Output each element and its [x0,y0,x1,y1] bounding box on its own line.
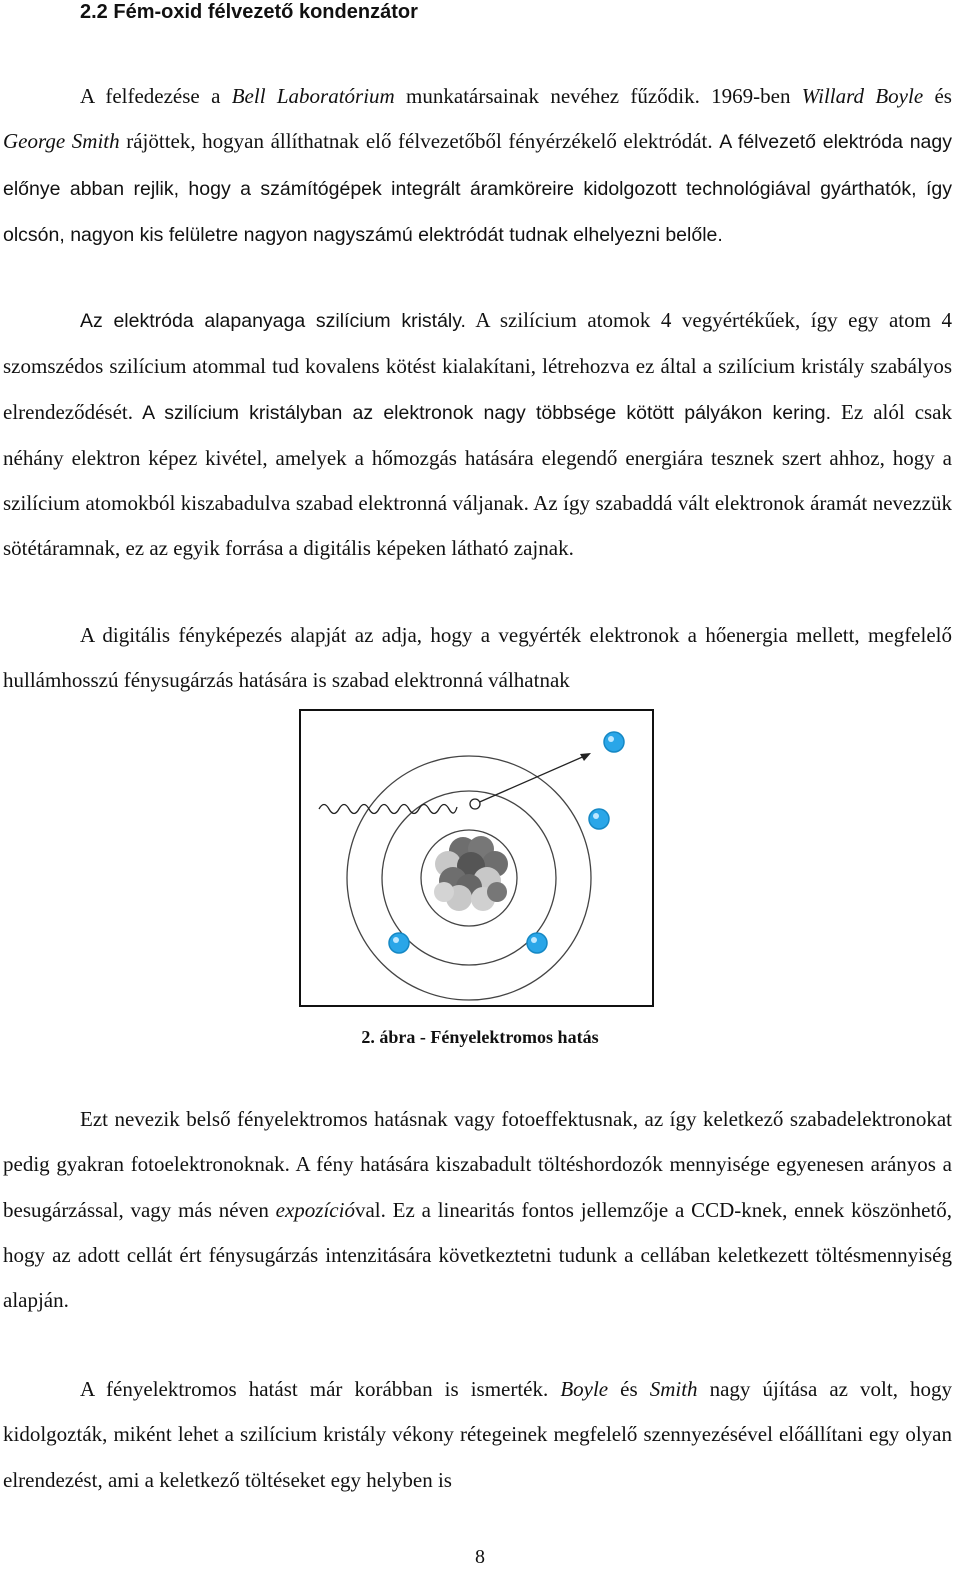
atom-diagram [301,711,652,1005]
p1-italic-boyle: Willard Boyle [801,84,924,108]
p2-text-1: Az elektróda alapanyaga szilícium kristály. [80,310,466,332]
p2-text-4: Ez alól csak néhány elektron képez kivétel, amelyek a hőmozgás hatására elegendő energiára tesznek szert ahhoz, hogy a szilícium atomokból kiszabadulva szabad elektronná váljanak. Az így szabaddá vált elektronok áramát nevezzük sötétáramnak, ez az egyik forrása a digitális képeken látható zajnak. [3,399,953,561]
electron-path-arrow [475,755,587,804]
p1-text-3: és [923,84,952,108]
photoelectric-effect-figure [299,709,654,1007]
p1-italic-bell-lab: Bell Laboratórium [231,84,395,108]
p1-text-1: A felfedezése a [80,84,232,108]
paragraph-2 [3,298,952,572]
p1-text-4: rájöttek, hogyan állíthatnak elő félvezetőből fényérzékelő elektródát. [119,129,720,154]
p5-text-1: A fényelektromos hatást már korábban is ismerték. [80,1377,561,1401]
figure-caption: 2. ábra - Fényelektromos hatás [361,1027,599,1047]
p1-text-2: munkatársainak nevéhez fűződik. 1969-ben [394,84,802,108]
paragraph-3: A digitális fényképezés alapját az adja, hogy a vegyérték elektronok a hőenergia mellett, megfelelő hullámhosszú fénysugárzás hatására is szabad elektronná válhatnak [3,623,952,693]
p5-text-3: nagy újítása az volt, hogy kidolgozták, miként lehet a szilícium kristály vékony rétegeinek megfelelő szennyezésével előállítani egy olyan elrendezést, ami a keletkező töltéseket egy helyben is [3,1377,953,1492]
p1-text-5: A félvezető elektróda nagy előnye abban rejlik, hogy a számítógépek integrált áramköreire kidolgozott technológiával gyárthatók, így olcsón, nagyon kis felületre nagyon nagyszámú elektródát tudnak elhelyezni belőle. [3,131,952,246]
paragraph-5 [3,1367,952,1503]
p4-text-2: val. Ez a linearitás fontos jellemzője a CCD-knek, ennek köszönhető, hogy az adott cellát ért fénysugárzás intenzitására következtetni tudunk a cellában keletkezett töltésmennyiség alapján. [3,1197,952,1313]
paragraph-4 [3,1097,952,1323]
electron-spot [470,799,480,809]
p2-text-3: A szilícium kristályban az elektronok nagy többsége kötött pályákon kering. [133,401,832,424]
p4-text-1: Ezt nevezik belső fényelektromos hatásnak vagy fotoeffektusnak, az így keletkező szabadelektronokat pedig gyakran fotoelektronoknak. A fény hatására kiszabadult töltéshordozók mennyisége egyenesen arányos a besugárzással, vagy más néven [3,1107,952,1222]
electron-3 [389,933,409,953]
section-heading: 2.2 Fém-oxid félvezető kondenzátor [80,1,418,23]
p1-italic-smith: George Smith [3,129,120,154]
nucleus [434,836,508,911]
paragraph-1 [3,74,952,258]
light-wave [319,805,457,814]
p5-italic-smith: Smith [649,1377,698,1401]
electron-4 [527,933,547,953]
electron-1 [604,732,624,752]
p4-italic-expozicio: expozíció [275,1197,355,1222]
electron-2 [589,809,609,829]
p5-text-2: és [608,1377,650,1401]
p2-text-2: A szilícium atomok 4 vegyértékűek, így egy atom 4 szomszédos szilícium atommal tud kovalens kötést kialakítani, létrehozva ez által a szilícium kristály szabályos elrendeződését. [3,308,952,424]
p5-italic-boyle: Boyle [560,1377,609,1401]
page-number: 8 [475,1546,485,1568]
